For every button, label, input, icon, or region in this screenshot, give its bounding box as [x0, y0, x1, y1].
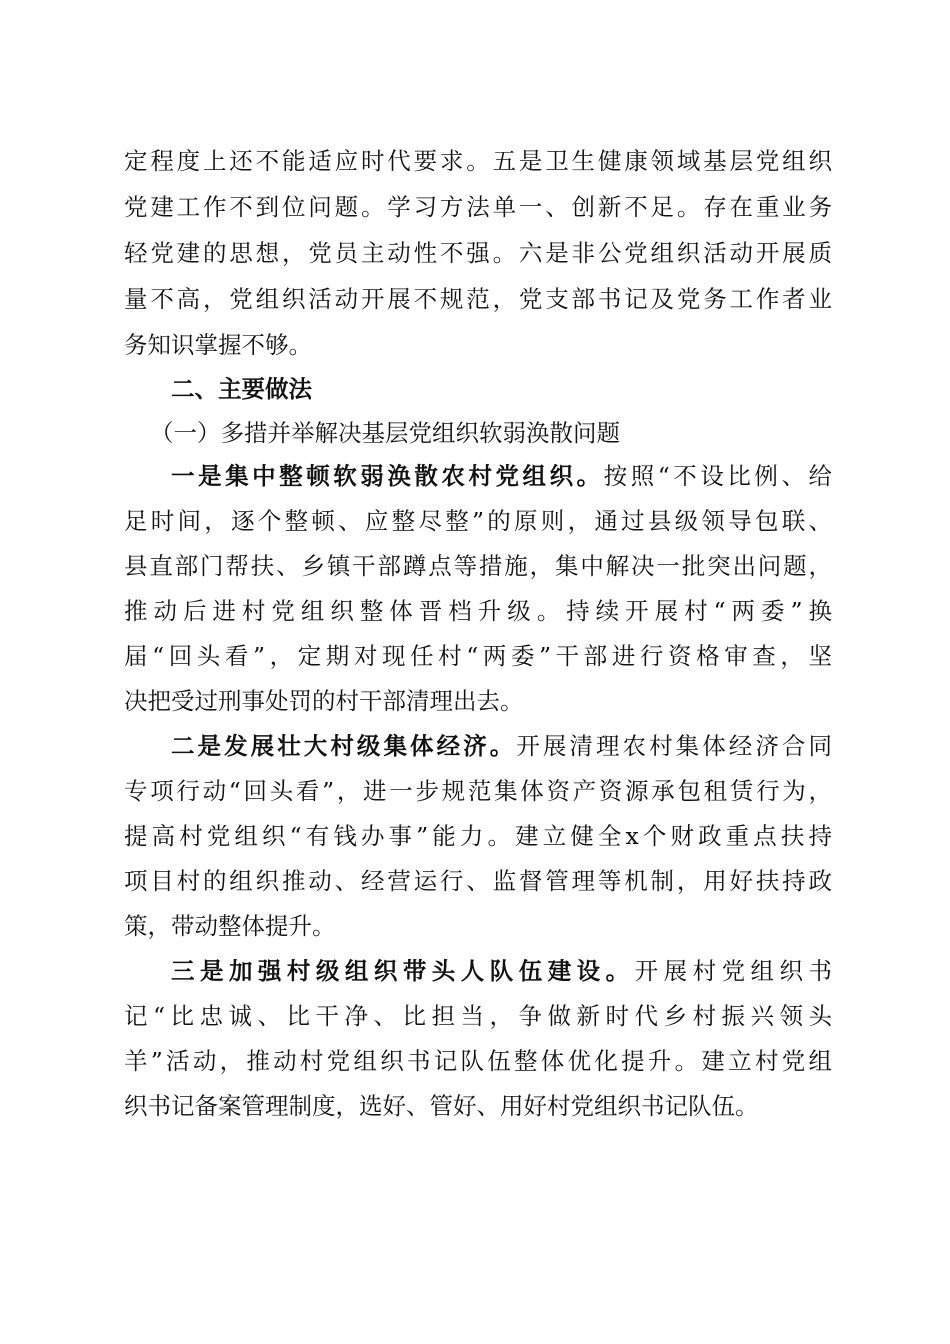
paragraph-1-line-6: 决把受过刑事处罚的村干部清理出去。 — [124, 687, 524, 715]
intro-line-1: 定程度上还不能适应时代要求。五是卫生健康领域基层党组织 — [124, 147, 832, 175]
paragraph-3-first-line — [171, 948, 832, 994]
intro-line-4: 量不高，党组织活动开展不规范，党支部书记及党务工作者业 — [124, 285, 832, 313]
paragraph-2-line-3: 提高村党组织“有钱办事”能力。建立健全x个财政重点扶持 — [124, 822, 832, 850]
paragraph-3-first-line-rest: 开展村党组织书 — [634, 957, 833, 985]
paragraph-1-line-4: 推动后进村党组织整体晋档升级。持续开展村“两委”换 — [124, 597, 832, 625]
paragraph-2-line-5: 策，带动整体提升。 — [124, 912, 336, 940]
paragraph-1-first-line-rest: 按照“不设比例、给 — [603, 462, 832, 490]
paragraph-2-lead: 二是发展壮大村级集体经济。 — [171, 732, 517, 760]
paragraph-1-line-5: 届“回头看”，定期对现任村“两委”干部进行资格审查，坚 — [124, 642, 832, 670]
paragraph-3-line-3: 羊”活动，推动村党组织书记队伍整体优化提升。建立村党组 — [124, 1047, 832, 1075]
paragraph-2-first-line — [171, 723, 832, 769]
section-heading: 二、主要做法 — [171, 375, 312, 403]
intro-line-2: 党建工作不到位问题。学习方法单一、创新不足。存在重业务 — [124, 193, 832, 221]
paragraph-2-line-4: 项目村的组织推动、经营运行、监督管理等机制，用好扶持政 — [124, 867, 832, 895]
paragraph-1-line-3: 县直部门帮扶、乡镇干部蹲点等措施，集中解决一批突出问题， — [124, 552, 832, 580]
intro-line-3: 轻党建的思想，党员主动性不强。六是非公党组织活动开展质 — [124, 239, 832, 267]
paragraph-3-line-4: 织书记备案管理制度，选好、管好、用好村党组织书记队伍。 — [124, 1092, 759, 1120]
intro-line-5: 务知识掌握不够。 — [124, 331, 312, 359]
subsection-heading: （一）多措并举解决基层党组织软弱涣散问题 — [150, 419, 620, 447]
paragraph-2-first-line-rest: 开展清理农村集体经济合同 — [516, 732, 832, 760]
paragraph-1-lead: 一是集中整顿软弱涣散农村党组织。 — [171, 462, 604, 490]
paragraph-1-line-2: 足时间，逐个整顿、应整尽整”的原则，通过县级领导包联、 — [124, 507, 832, 535]
paragraph-3-lead: 三是加强村级组织带头人队伍建设。 — [171, 957, 635, 985]
paragraph-3-line-2: 记“比忠诚、比干净、比担当，争做新时代乡村振兴领头 — [124, 1002, 832, 1030]
paragraph-1-first-line — [171, 453, 832, 499]
paragraph-2-line-2: 专项行动“回头看”，进一步规范集体资产资源承包租赁行为， — [124, 777, 832, 805]
